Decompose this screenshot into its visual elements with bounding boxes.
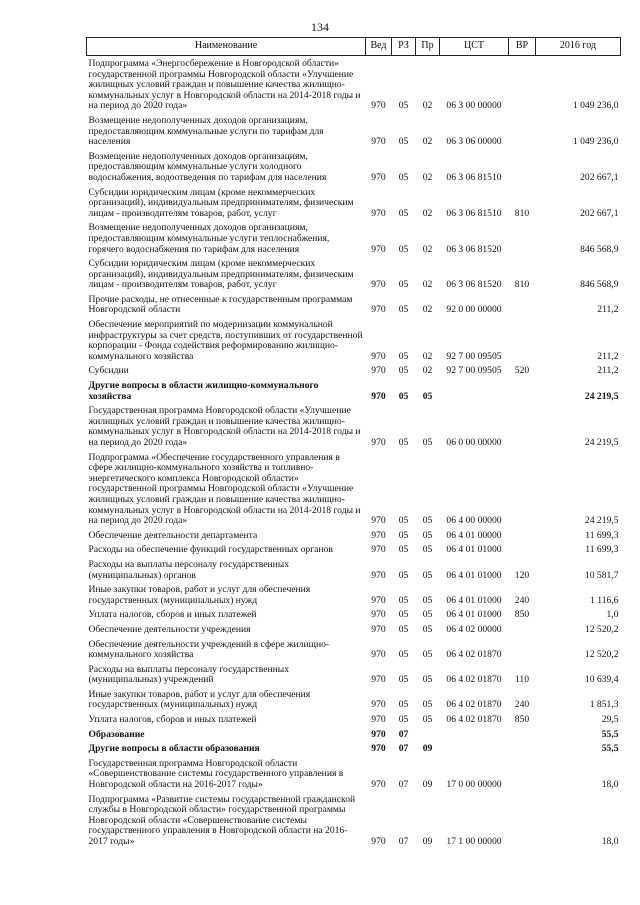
row-rz: 05 (398, 100, 409, 112)
row-name: Возмещение недополученных доходов организациям, предоставляющим коммунальные услуги теплоснабжения, горячего водоснабжения по тарифам для населения (88, 222, 330, 255)
row-rz: 05 (398, 243, 409, 255)
row-cst: 06 3 06 81510 (446, 207, 502, 219)
row-cst: 06 4 00 00000 (446, 515, 502, 527)
row-rz: 05 (398, 171, 409, 183)
row-pr: 05 (422, 515, 433, 527)
row-amount: 10 581,7 (584, 569, 619, 581)
row-ved: 970 (371, 304, 386, 316)
row-ved: 970 (371, 609, 386, 621)
row-vr (509, 741, 536, 756)
row-name: Другие вопросы в области образования (88, 743, 260, 755)
row-amount: 24 219,5 (584, 390, 619, 402)
row-rz: 05 (398, 515, 409, 527)
row-pr: 05 (422, 390, 433, 402)
row-name: Обеспечение деятельности учреждения (88, 623, 251, 635)
row-pr: 02 (422, 243, 433, 255)
row-ved: 970 (371, 100, 386, 112)
row-name: Субсидии юридическим лицам (кроме некоммерческих организаций), индивидуальным предпринимателям, физическим лицам - производителям товаров, работ, услуг (88, 186, 354, 219)
table-row (87, 557, 621, 582)
row-cst: 06 4 02 01870 (446, 699, 502, 711)
row-ved: 970 (371, 365, 386, 377)
row-vr (509, 637, 536, 662)
row-cst: 06 3 06 81510 (446, 171, 502, 183)
row-pr: 05 (422, 674, 433, 686)
table-row (87, 149, 621, 185)
row-cst: 17 0 00 00000 (446, 779, 502, 791)
row-pr: 09 (422, 743, 433, 755)
row-cst: 06 4 02 01870 (446, 649, 502, 661)
row-amount: 1 116,6 (590, 594, 619, 606)
table-row (87, 363, 621, 378)
row-cst: 06 3 06 81520 (446, 279, 502, 291)
row-ved: 970 (371, 171, 386, 183)
row-ved: 970 (371, 515, 386, 527)
row-amount: 10 639,4 (584, 674, 619, 686)
table-row (87, 582, 621, 607)
row-rz: 05 (398, 390, 409, 402)
row-amount: 18,0 (601, 836, 619, 847)
table-row (87, 662, 621, 687)
col-header-vr: ВР (509, 38, 536, 56)
table-row (87, 317, 621, 363)
row-amount: 18,0 (601, 779, 619, 791)
row-vr (509, 220, 536, 256)
row-cst: 06 0 00 00000 (446, 437, 502, 448)
row-rz: 05 (398, 207, 409, 219)
row-vr: 240 (514, 594, 530, 606)
col-header-year: 2016 год (536, 38, 621, 56)
row-pr: 05 (422, 529, 433, 541)
table-row (87, 712, 621, 727)
row-amount: 12 520,2 (584, 623, 619, 635)
row-vr: 810 (514, 279, 530, 291)
row-rz: 05 (398, 544, 409, 556)
row-cst: 92 7 00 09505 (446, 365, 502, 377)
row-amount: 846 568,9 (580, 243, 619, 255)
col-header-ved: Вед (366, 38, 392, 56)
row-pr: 05 (422, 649, 433, 661)
row-ved: 970 (371, 544, 386, 556)
row-vr: 850 (514, 714, 530, 726)
row-vr (509, 403, 536, 449)
row-name: Обеспечение мероприятий по модернизации коммунальной инфраструктуры за счет средств, поступивших от государственной корпорации - Фонда содействия реформированию жилищно-коммунального хозяйства (88, 319, 363, 362)
row-cst: 17 1 00 00000 (446, 836, 502, 847)
row-vr: 110 (514, 674, 530, 686)
row-rz: 07 (398, 743, 409, 755)
row-ved: 970 (371, 529, 386, 541)
row-pr: 05 (422, 623, 433, 635)
row-cst: 92 7 00 09505 (446, 350, 502, 362)
row-name: Обеспечение деятельности департамента (88, 529, 258, 541)
row-pr: 05 (422, 437, 433, 448)
table-row (87, 756, 621, 792)
row-pr: 05 (422, 714, 433, 726)
row-ved: 970 (371, 279, 386, 291)
col-header-rz: РЗ (392, 38, 416, 56)
row-pr: 05 (422, 699, 433, 711)
table-row (87, 256, 621, 292)
row-name: Государственная программа Новгородской области «Совершенствование системы государственного управления в Новгородской области на 2016-2017 годы» (88, 757, 344, 791)
row-name: Расходы на обеспечение функций государственных органов (88, 544, 333, 556)
row-amount: 55,5 (601, 728, 619, 740)
table-row (87, 292, 621, 317)
table-row (87, 403, 621, 449)
row-amount: 211,2 (597, 304, 619, 316)
row-pr: 09 (422, 836, 433, 847)
row-cst (440, 727, 509, 742)
row-rz: 05 (398, 609, 409, 621)
row-ved: 970 (371, 836, 386, 847)
row-amount: 211,2 (597, 350, 619, 362)
table-row (87, 220, 621, 256)
row-ved: 970 (371, 207, 386, 219)
row-cst: 06 4 02 01870 (446, 674, 502, 686)
row-ved: 970 (371, 243, 386, 255)
row-name: Подпрограмма «Обеспечение государственного управления в сфере жилищно-коммунального хозяйства и топливно-энергетического комплекса Новгородской области» государственной программы Новгородской области «Улучшение жилищных условий граждан и повышение качества жилищно-коммунальных услуг в Новгородской области на 2014-2018 годы и на период до 2020 года» (88, 451, 361, 527)
row-vr: 120 (514, 569, 530, 581)
row-rz: 05 (398, 649, 409, 661)
row-cst: 06 4 01 01000 (446, 569, 502, 581)
row-cst: 06 3 00 00000 (446, 100, 502, 112)
row-amount: 1,0 (606, 609, 619, 621)
table-row (87, 185, 621, 221)
row-name: Расходы на выплаты персоналу государственных (муниципальных) учреждений (88, 663, 290, 686)
row-cst: 06 4 01 01000 (446, 609, 502, 621)
row-ved: 970 (371, 779, 386, 791)
table-row (87, 378, 621, 403)
row-name: Уплата налогов, сборов и иных платежей (88, 609, 257, 621)
row-name: Субсидии (88, 365, 129, 377)
row-amount: 11 699,3 (585, 544, 619, 556)
row-vr (509, 727, 536, 742)
row-name: Подпрограмма «Развитие системы государственной гражданской службы в Новгородской области» государственной программы Новгородской области «Совершенствование системы государственного управления в Новгородской области на 2016-2017 годы» (88, 793, 356, 847)
row-rz: 07 (398, 779, 409, 791)
row-rz: 05 (398, 350, 409, 362)
table-row (87, 741, 621, 756)
row-ved: 970 (371, 623, 386, 635)
row-ved: 970 (371, 743, 386, 755)
row-pr: 02 (422, 100, 433, 112)
row-name: Государственная программа Новгородской области «Улучшение жилищных условий граждан и повышение качества жилищно-коммунальных услуг в Новгородской области на 2014-2018 годы и на период до 2020 года» (88, 405, 361, 448)
row-rz: 07 (398, 836, 409, 847)
row-pr: 05 (422, 594, 433, 606)
table-row (87, 687, 621, 712)
row-rz: 05 (398, 714, 409, 726)
row-ved: 970 (371, 649, 386, 661)
row-amount: 12 520,2 (584, 649, 619, 661)
row-rz: 05 (398, 437, 409, 448)
row-amount: 1 049 236,0 (572, 136, 619, 148)
row-rz: 05 (398, 699, 409, 711)
row-name: Иные закупки товаров, работ и услуг для обеспечения государственных (муниципальных) нужд (88, 584, 311, 606)
row-name: Возмещение недополученных доходов организациям, предоставляющим коммунальные услуги по тарифам для населения (88, 114, 324, 148)
table-row (87, 113, 621, 149)
row-pr: 02 (422, 207, 433, 219)
row-name: Иные закупки товаров, работ и услуг для обеспечения государственных (муниципальных) нужд (88, 688, 311, 711)
col-header-cst: ЦСТ (440, 38, 509, 56)
table-body (87, 56, 621, 849)
row-amount: 1 049 236,0 (572, 100, 619, 112)
row-pr: 02 (422, 304, 433, 316)
row-vr (509, 378, 536, 403)
row-vr (509, 56, 536, 113)
row-pr: 02 (422, 365, 433, 377)
row-cst (440, 741, 509, 756)
row-vr (509, 756, 536, 792)
row-pr: 05 (422, 569, 433, 581)
row-cst: 92 0 00 00000 (446, 304, 502, 316)
row-pr: 02 (422, 136, 433, 148)
row-rz: 05 (398, 304, 409, 316)
budget-table (86, 37, 621, 849)
row-pr (416, 727, 440, 742)
row-ved: 970 (371, 569, 386, 581)
table-row (87, 542, 621, 557)
row-amount: 202 667,1 (580, 171, 619, 183)
row-name: Прочие расходы, не отнесенные к государственным программам Новгородской области (88, 293, 353, 316)
table-row (87, 607, 621, 622)
row-pr: 02 (422, 350, 433, 362)
row-amount: 29,5 (601, 714, 619, 726)
row-ved: 970 (371, 699, 386, 711)
row-vr: 520 (514, 365, 530, 377)
row-rz: 05 (398, 279, 409, 291)
row-ved: 970 (371, 714, 386, 726)
row-cst: 06 4 01 01000 (446, 594, 502, 606)
row-name: Расходы на выплаты персоналу государственных (муниципальных) органов (88, 558, 290, 581)
row-vr (509, 542, 536, 557)
row-pr: 05 (422, 609, 433, 621)
row-vr: 850 (514, 609, 530, 621)
row-ved: 970 (371, 437, 386, 448)
row-amount: 24 219,5 (584, 515, 619, 527)
row-pr: 02 (422, 279, 433, 291)
row-rz: 05 (398, 136, 409, 148)
row-rz: 05 (398, 529, 409, 541)
row-vr: 240 (514, 699, 530, 711)
row-cst: 06 3 06 81520 (446, 243, 502, 255)
row-amount: 846 568,9 (580, 279, 619, 291)
row-name: Подпрограмма «Энергосбережение в Новгородской области» государственной программы Новгородской области «Улучшение жилищных условий граждан и повышение качества жилищно-коммунальных услуг в Новгородской области на 2014-2018 годы и на период до 2020 года» (88, 58, 361, 112)
row-cst: 06 4 02 01870 (446, 714, 502, 726)
row-amount: 211,2 (597, 365, 619, 377)
row-rz: 05 (398, 365, 409, 377)
row-rz: 05 (398, 674, 409, 686)
row-cst: 06 3 06 00000 (446, 136, 502, 148)
row-ved: 970 (371, 674, 386, 686)
row-vr (509, 113, 536, 149)
table-row (87, 622, 621, 637)
row-cst: 06 4 01 00000 (446, 529, 502, 541)
row-ved: 970 (371, 136, 386, 148)
row-vr (509, 317, 536, 363)
table-row (87, 450, 621, 528)
table-row (87, 56, 621, 113)
row-vr: 810 (514, 207, 530, 219)
row-pr: 05 (422, 544, 433, 556)
row-vr (509, 450, 536, 528)
table-row (87, 792, 621, 849)
row-rz: 05 (398, 594, 409, 606)
col-header-name: Наименование (87, 38, 366, 56)
table-row (87, 727, 621, 742)
row-ved: 970 (371, 728, 386, 740)
page-number: 134 (311, 20, 329, 34)
row-rz: 05 (398, 569, 409, 581)
row-vr (509, 149, 536, 185)
row-pr: 02 (422, 171, 433, 183)
row-amount: 202 667,1 (580, 207, 619, 219)
row-amount: 11 699,3 (585, 529, 619, 541)
row-ved: 970 (371, 594, 386, 606)
col-header-pr: Пр (416, 38, 440, 56)
row-rz: 07 (398, 728, 409, 740)
row-amount: 55,5 (601, 743, 619, 755)
row-name: Обеспечение деятельности учреждений в сфере жилищно-коммунального хозяйства (88, 638, 330, 661)
row-cst (440, 378, 509, 403)
row-vr (509, 528, 536, 543)
row-ved: 970 (371, 350, 386, 362)
row-pr: 09 (422, 779, 433, 791)
table-row (87, 637, 621, 662)
row-rz: 05 (398, 623, 409, 635)
row-vr (509, 622, 536, 637)
row-name: Образование (88, 728, 145, 740)
table-header-row (87, 38, 621, 56)
row-vr (509, 792, 536, 849)
row-cst: 06 4 02 00000 (446, 623, 502, 635)
row-amount: 1 851,3 (589, 699, 619, 711)
row-vr (509, 292, 536, 317)
row-ved: 970 (371, 390, 386, 402)
row-name: Субсидии юридическим лицам (кроме некоммерческих организаций), индивидуальным предпринимателям, физическим лицам - производителям товаров, работ, услуг (88, 258, 354, 291)
row-name: Возмещение недополученных доходов организациям, предоставляющим коммунальные услуги холодного водоснабжения, водоотведения по тарифам для населения (88, 150, 327, 183)
row-name: Уплата налогов, сборов и иных платежей (88, 714, 257, 726)
row-cst: 06 4 01 01000 (446, 544, 502, 556)
row-amount: 24 219,5 (584, 437, 619, 448)
table-row (87, 528, 621, 543)
row-name: Другие вопросы в области жилищно-коммунального хозяйства (88, 380, 319, 402)
